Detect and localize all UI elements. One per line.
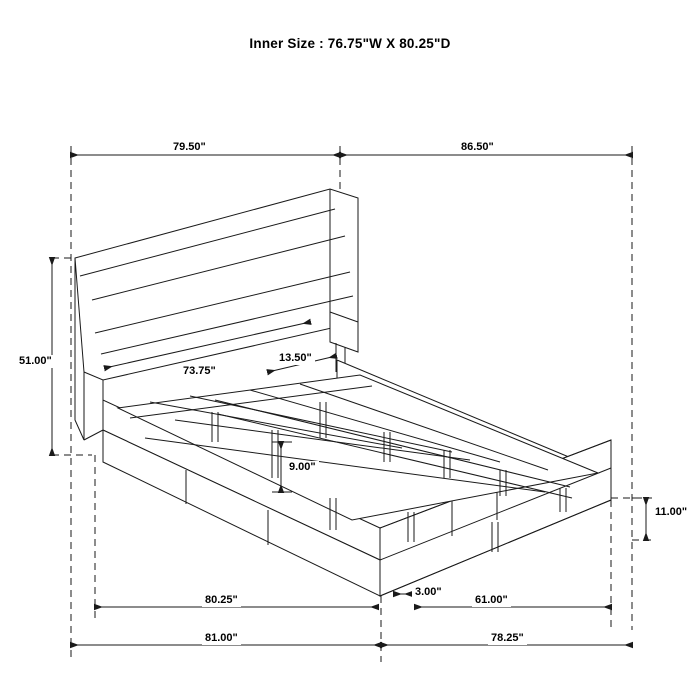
dim-label-headboard-depth: 13.50" [276,352,315,365]
dim-label-deck-height: 11.00" [652,506,690,519]
dim-label-headboard-width: 73.75" [180,365,219,378]
dim-label-overall-height: 51.00" [16,355,55,368]
dim-label-top-right-width: 86.50" [458,141,497,154]
dim-label-rail-thickness: 3.00" [412,586,445,599]
dim-label-bottom-right-width: 78.25" [488,632,527,645]
dim-label-slat-clearance: 9.00" [286,461,319,474]
dim-label-lower-right-width: 61.00" [472,594,511,607]
dim-label-lower-left-width: 80.25" [202,594,241,607]
dim-label-bottom-left-width: 81.00" [202,632,241,645]
page-title: Inner Size : 76.75"W X 80.25"D [249,36,451,51]
dim-label-top-left-width: 79.50" [170,141,209,154]
